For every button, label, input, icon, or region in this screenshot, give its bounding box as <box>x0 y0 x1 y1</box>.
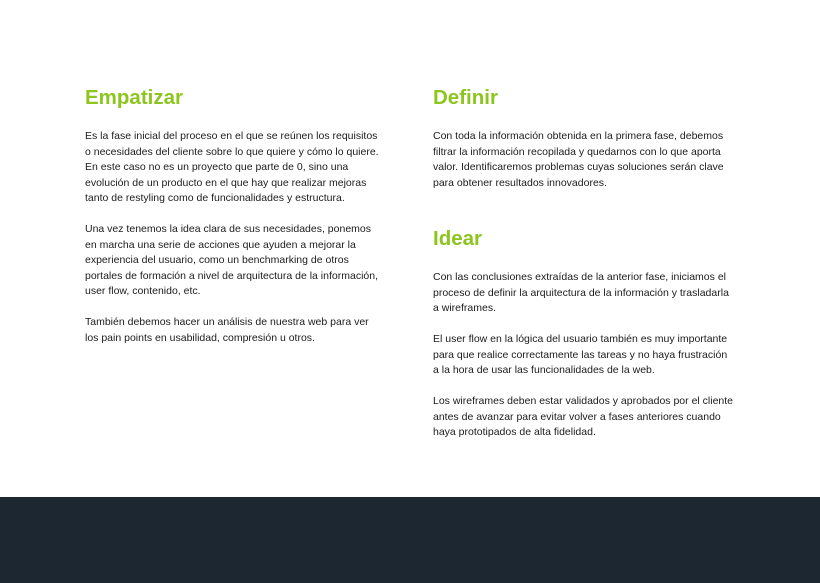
definir-paragraph-1: Con toda la información obtenida en la primera fase, debemos filtrar la información recopilada y quedarnos con lo que aporta valor. Identificaremos problemas cuyas soluciones serán clave para obtener resultados innovadores. <box>433 130 724 189</box>
section-idear <box>433 227 753 441</box>
empatizar-paragraph-3: También debemos hacer un análisis de nuestra web para ver los pain points en usabilidad, compresión u otros. <box>85 316 369 344</box>
section-title-empatizar: Empatizar <box>85 86 183 109</box>
footer-band <box>0 497 820 583</box>
empatizar-paragraph-2: Una vez tenemos la idea clara de sus necesidades, ponemos en marcha una serie de acciones que ayuden a mejorar la experiencia del usuario, como un benchmarking de otros portales de formación a nivel de arquitectura de la información, user flow, contenido, etc. <box>85 223 378 297</box>
idear-paragraph-3: Los wireframes deben estar validados y aprobados por el cliente antes de avanzar para evitar volver a fases anteriores cuando haya prototipados de alta fidelidad. <box>433 395 734 438</box>
idear-paragraph-1: Con las conclusiones extraídas de la anterior fase, iniciamos el proceso de definir la arquitectura de la información y trasladarla a wireframes. <box>433 271 729 314</box>
section-empatizar <box>85 86 405 346</box>
section-title-definir: Definir <box>433 86 498 109</box>
section-title-idear: Idear <box>433 227 482 250</box>
idear-paragraph-2: El user flow en la lógica del usuario también es muy importante para que realice correctamente las tareas y no haya frustración a la hora de usar las funcionalidades de la web. <box>433 333 728 376</box>
section-definir <box>433 86 753 191</box>
empatizar-paragraph-1: Es la fase inicial del proceso en el que se reúnen los requisitos o necesidades del cliente sobre lo que quiere y cómo lo quiere. En este caso no es un proyecto que parte de 0, sino una evolución de un producto en el que hay que realizar mejoras tanto de restyling como de funcionalidades y estructura. <box>85 130 379 204</box>
